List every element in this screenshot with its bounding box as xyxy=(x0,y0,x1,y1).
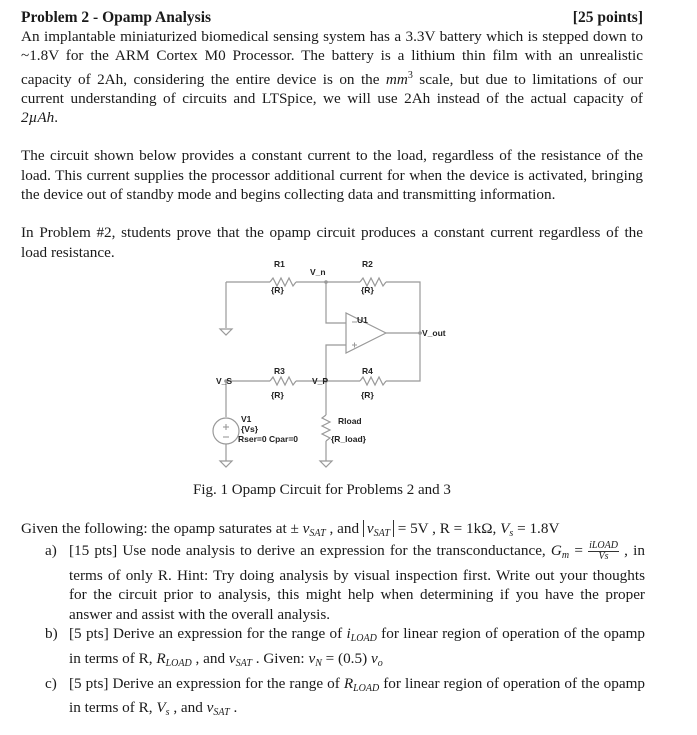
question-b: b) [5 pts] Derive an expression for the range of $i_{LOAD}$ for linear region of operation of the opamp in terms of R, $R_{LOAD}$ , and $v_{SAT}$ . Given: $v_N = (0.5)$ $v_o$ xyxy=(45,625,645,669)
opamp-circuit-diagram xyxy=(190,253,480,483)
problem-points: [25 points] xyxy=(572,9,643,26)
problem-section xyxy=(21,8,643,262)
vp-label: V_P xyxy=(312,376,329,386)
intro-paragraph-1: An implantable miniaturized biomedical sensing system has a 3.3V battery which is stepped down to ~1.8V for the ARM Cortex M0 Processor. The battery is a lithium thin film with an unrealistic capacity of 2Ah, considering the entire device is on the $mm^3$ scale, but due to limitations of our current understanding of circuits and LTSpice, we will use 2Ah instead of the actual capacity of 2µAh. xyxy=(21,28,643,127)
r4-label: R4 xyxy=(362,366,373,376)
given-line: Given the following: the opamp saturates at ± $v_{SAT}$ , and $v_{SAT} = 5V$ , R = 1kΩ, $V_s = 1.8V$ xyxy=(21,520,560,539)
rload-value: {R_load} xyxy=(331,434,366,444)
problem-header xyxy=(21,8,643,27)
question-a: a) [15 pts] Use node analysis to derive an expression for the transconductance, $G_m$ = $\frac{\text{iLOAD}}{Vs}$ , in terms of only R. Hint: Try doing analysis by visual inspection first. Write out your thoughts for the circuit prior to analysis, this might help when determining if you have the proper answer and assist with the overall analysis. xyxy=(45,540,645,623)
vout-label: V_out xyxy=(422,328,446,338)
figure-caption: Fig. 1 Opamp Circuit for Problems 2 and 3 xyxy=(193,482,451,498)
r3-label: R3 xyxy=(274,366,285,376)
question-list xyxy=(45,541,645,723)
u1-label: U1 xyxy=(357,315,368,325)
v1-params: Rser=0 Cpar=0 xyxy=(238,434,299,444)
problem-title: Problem 2 - Opamp Analysis xyxy=(21,9,212,26)
r2-value: {R} xyxy=(361,285,374,295)
r2-label: R2 xyxy=(362,259,373,269)
intro-paragraph-2: The circuit shown below provides a constant current to the load, regardless of the resistance of the load. This current supplies the processor additional current for when the device is activated, bringing the device out of standby mode and begins collecting data and transmitting information. xyxy=(21,147,643,204)
r3-value: {R} xyxy=(271,390,284,400)
r1-label: R1 xyxy=(274,259,285,269)
v1-value: {Vs} xyxy=(241,424,259,434)
r1-value: {R} xyxy=(271,285,284,295)
r4-value: {R} xyxy=(361,390,374,400)
rload-label: Rload xyxy=(338,416,362,426)
vn-label: V_n xyxy=(310,267,326,277)
v1-label: V1 xyxy=(241,414,252,424)
intro-paragraph-3: In Problem #2, students prove that the opamp circuit produces a constant current regardless of the load resistance. xyxy=(21,224,643,261)
question-c: c) [5 pts] Derive an expression for the range of $R_{LOAD}$ for linear region of operation of the opamp in terms of R, $V_s$ , and $v_{SAT}$ . xyxy=(45,674,645,719)
vs-node-label: V_S xyxy=(216,376,233,386)
